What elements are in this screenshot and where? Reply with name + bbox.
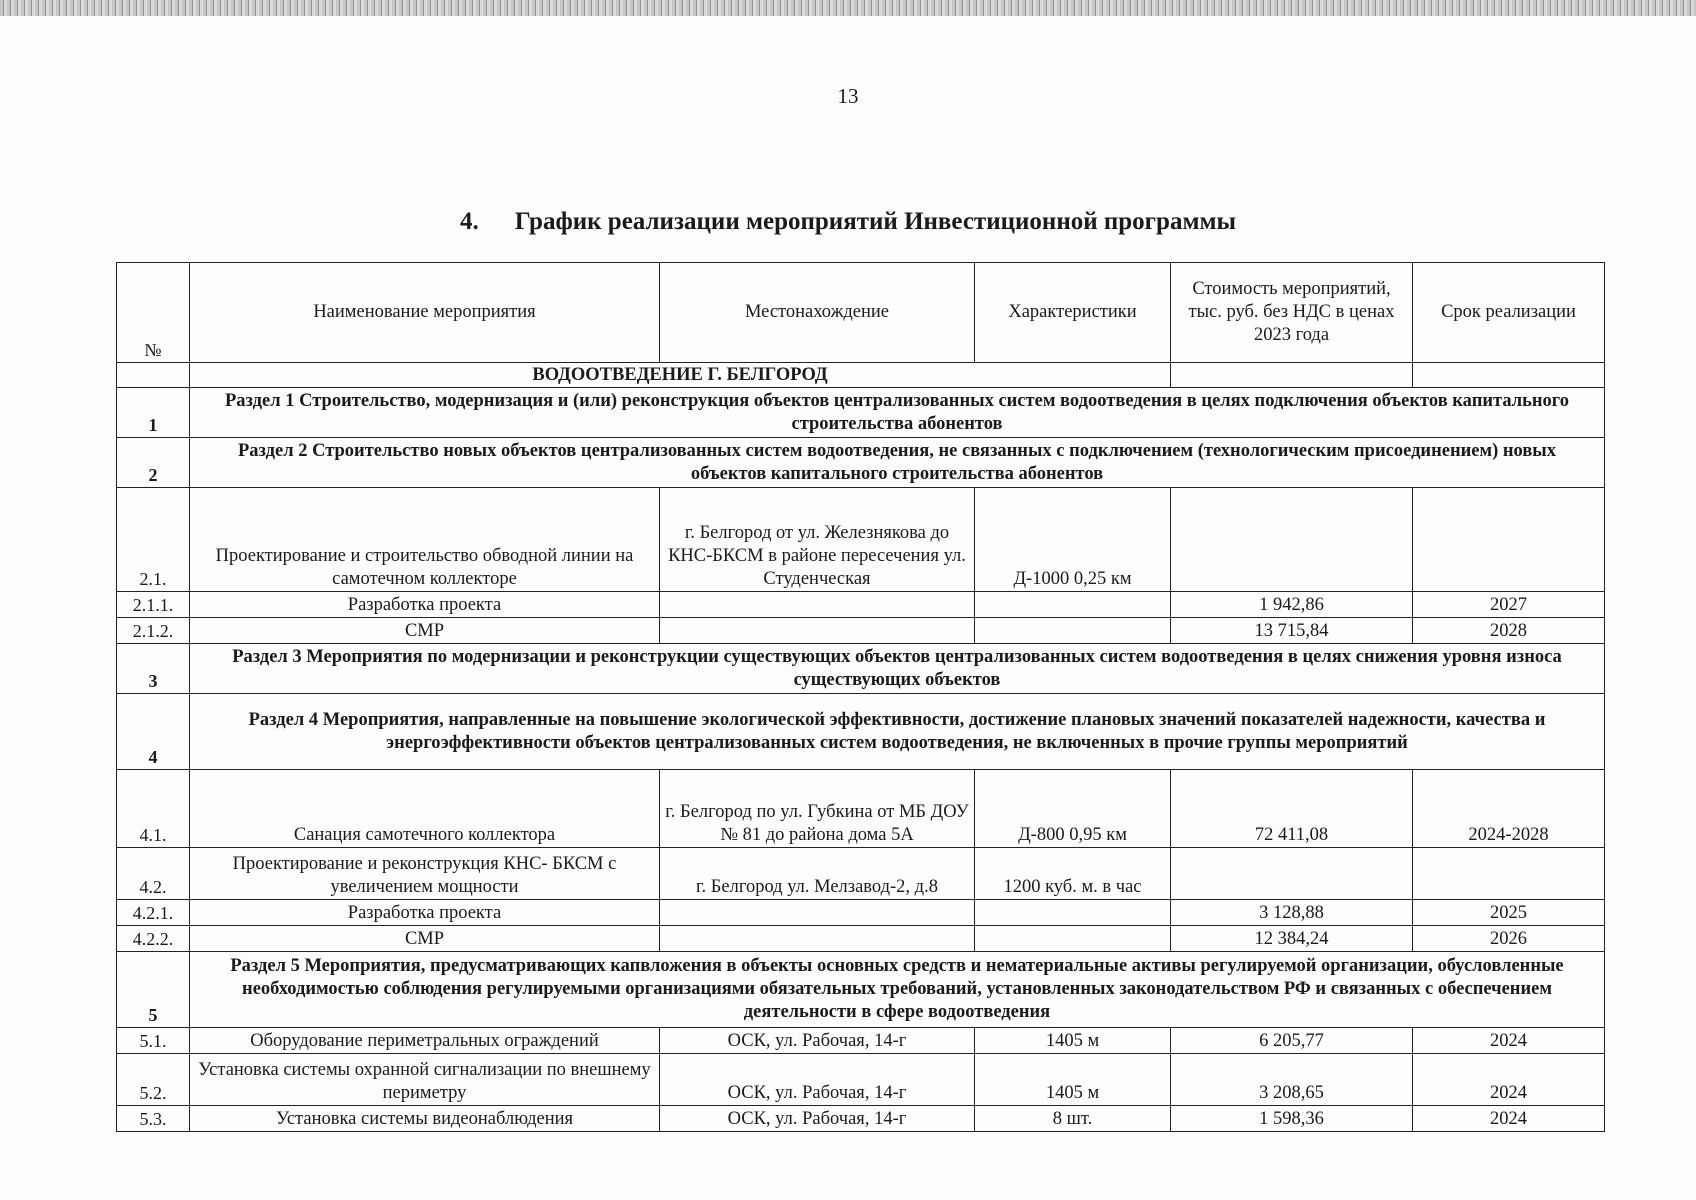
row-num: 4.2.: [117, 848, 190, 900]
row-location: [660, 926, 975, 952]
section-row: [117, 694, 1605, 770]
row-term: 2024: [1413, 1106, 1605, 1132]
row-name: Разработка проекта: [190, 900, 660, 926]
row-cost: [1171, 488, 1413, 592]
table-row: [117, 1028, 1605, 1054]
row-term: 2026: [1413, 926, 1605, 952]
row-characteristics: [975, 618, 1171, 644]
row-cost: 12 384,24: [1171, 926, 1413, 952]
row-term: 2025: [1413, 900, 1605, 926]
row-location: г. Белгород по ул. Губкина от МБ ДОУ № 81 до района дома 5А: [660, 770, 975, 848]
group-term-cell: [1413, 363, 1605, 388]
header-term: Срок реализации: [1413, 263, 1605, 363]
group-row: [117, 363, 1605, 388]
row-term: 2024: [1413, 1028, 1605, 1054]
row-num: 5.3.: [117, 1106, 190, 1132]
row-characteristics: 1405 м: [975, 1054, 1171, 1106]
row-term: 2028: [1413, 618, 1605, 644]
table-header-row: [117, 263, 1605, 363]
row-term: [1413, 488, 1605, 592]
section-title: Раздел 2 Строительство новых объектов централизованных систем водоотведения, не связанных с подключением (технологическим присоединением) новых объектов капитального строительства абонентов: [190, 438, 1605, 488]
section-title: Раздел 5 Мероприятия, предусматривающих капвложения в объекты основных средств и нематериальные активы регулируемой организации, обусловленные необходимостью соблюдения регулируемыми организациями обязательных требований, установленных законодательством РФ и связанных с обеспечением деятельности в сфере водоотведения: [190, 952, 1605, 1028]
row-name: Установка системы охранной сигнализации по внешнему периметру: [190, 1054, 660, 1106]
page-number: 13: [837, 84, 859, 108]
row-cost: [1171, 848, 1413, 900]
group-num-cell: [117, 363, 190, 388]
title-number: 4.: [459, 208, 479, 235]
row-name: Установка системы видеонаблюдения: [190, 1106, 660, 1132]
row-characteristics: [975, 900, 1171, 926]
section-num: 4: [117, 694, 190, 770]
section-row: [117, 388, 1605, 438]
row-cost: 3 128,88: [1171, 900, 1413, 926]
row-location: [660, 618, 975, 644]
document-title: [0, 208, 1696, 236]
section-title: Раздел 4 Мероприятия, направленные на повышение экологической эффективности, достижение плановых значений показателей надежности, качества и энергоэффективности объектов централизованных систем водоотведения, не включенных в прочие группы мероприятий: [190, 694, 1605, 770]
row-characteristics: Д-1000 0,25 км: [975, 488, 1171, 592]
row-location: ОСК, ул. Рабочая, 14-г: [660, 1106, 975, 1132]
row-characteristics: 1200 куб. м. в час: [975, 848, 1171, 900]
row-term: 2024-2028: [1413, 770, 1605, 848]
table-row: [117, 848, 1605, 900]
row-characteristics: [975, 592, 1171, 618]
row-characteristics: [975, 926, 1171, 952]
section-num: 2: [117, 438, 190, 488]
row-location: г. Белгород от ул. Железнякова до КНС-БКСМ в районе пересечения ул. Студенческая: [660, 488, 975, 592]
row-name: СМР: [190, 618, 660, 644]
row-num: 2.1.1.: [117, 592, 190, 618]
section-row: [117, 438, 1605, 488]
header-num: №: [117, 263, 190, 363]
row-cost: 13 715,84: [1171, 618, 1413, 644]
header-cost: Стоимость мероприятий, тыс. руб. без НДС в ценах 2023 года: [1171, 263, 1413, 363]
section-num: 3: [117, 644, 190, 694]
row-location: ОСК, ул. Рабочая, 14-г: [660, 1054, 975, 1106]
row-num: 5.1.: [117, 1028, 190, 1054]
row-cost: 6 205,77: [1171, 1028, 1413, 1054]
row-num: 4.2.1.: [117, 900, 190, 926]
row-name: Санация самотечного коллектора: [190, 770, 660, 848]
row-num: 2.1.: [117, 488, 190, 592]
table-row: [117, 900, 1605, 926]
row-term: 2027: [1413, 592, 1605, 618]
row-name: СМР: [190, 926, 660, 952]
section-title: Раздел 1 Строительство, модернизация и (или) реконструкция объектов централизованных систем водоотведения в целях подключения объектов капитального строительства абонентов: [190, 388, 1605, 438]
row-num: 4.2.2.: [117, 926, 190, 952]
row-num: 2.1.2.: [117, 618, 190, 644]
row-name: Разработка проекта: [190, 592, 660, 618]
row-location: ОСК, ул. Рабочая, 14-г: [660, 1028, 975, 1054]
table-row: [117, 618, 1605, 644]
section-title: Раздел 3 Мероприятия по модернизации и реконструкции существующих объектов централизованных систем водоотведения в целях снижения уровня износа существующих объектов: [190, 644, 1605, 694]
title-text: График реализации мероприятий Инвестиционной программы: [514, 208, 1237, 235]
section-row: [117, 952, 1605, 1028]
row-name: Проектирование и строительство обводной линии на самотечном коллекторе: [190, 488, 660, 592]
row-location: г. Белгород ул. Мелзавод-2, д.8: [660, 848, 975, 900]
header-name: Наименование мероприятия: [190, 263, 660, 363]
row-num: 4.1.: [117, 770, 190, 848]
row-name: Оборудование периметральных ограждений: [190, 1028, 660, 1054]
scan-edge-artifact: [0, 0, 1696, 16]
table-row: [117, 1106, 1605, 1132]
header-characteristics: Характеристики: [975, 263, 1171, 363]
row-location: [660, 900, 975, 926]
row-cost: 3 208,65: [1171, 1054, 1413, 1106]
table-row: [117, 592, 1605, 618]
section-num: 1: [117, 388, 190, 438]
row-characteristics: Д-800 0,95 км: [975, 770, 1171, 848]
row-location: [660, 592, 975, 618]
table-row: [117, 770, 1605, 848]
row-num: 5.2.: [117, 1054, 190, 1106]
section-num: 5: [117, 952, 190, 1028]
group-cost-cell: [1171, 363, 1413, 388]
row-cost: 1 942,86: [1171, 592, 1413, 618]
row-term: 2024: [1413, 1054, 1605, 1106]
table-row: [117, 488, 1605, 592]
row-cost: 72 411,08: [1171, 770, 1413, 848]
row-characteristics: 8 шт.: [975, 1106, 1171, 1132]
row-cost: 1 598,36: [1171, 1106, 1413, 1132]
table-row: [117, 1054, 1605, 1106]
row-characteristics: 1405 м: [975, 1028, 1171, 1054]
header-location: Местонахождение: [660, 263, 975, 363]
row-term: [1413, 848, 1605, 900]
table-row: [117, 926, 1605, 952]
section-row: [117, 644, 1605, 694]
row-name: Проектирование и реконструкция КНС- БКСМ с увеличением мощности: [190, 848, 660, 900]
group-title: ВОДООТВЕДЕНИЕ Г. БЕЛГОРОД: [190, 363, 1171, 388]
schedule-table: [116, 262, 1605, 1132]
